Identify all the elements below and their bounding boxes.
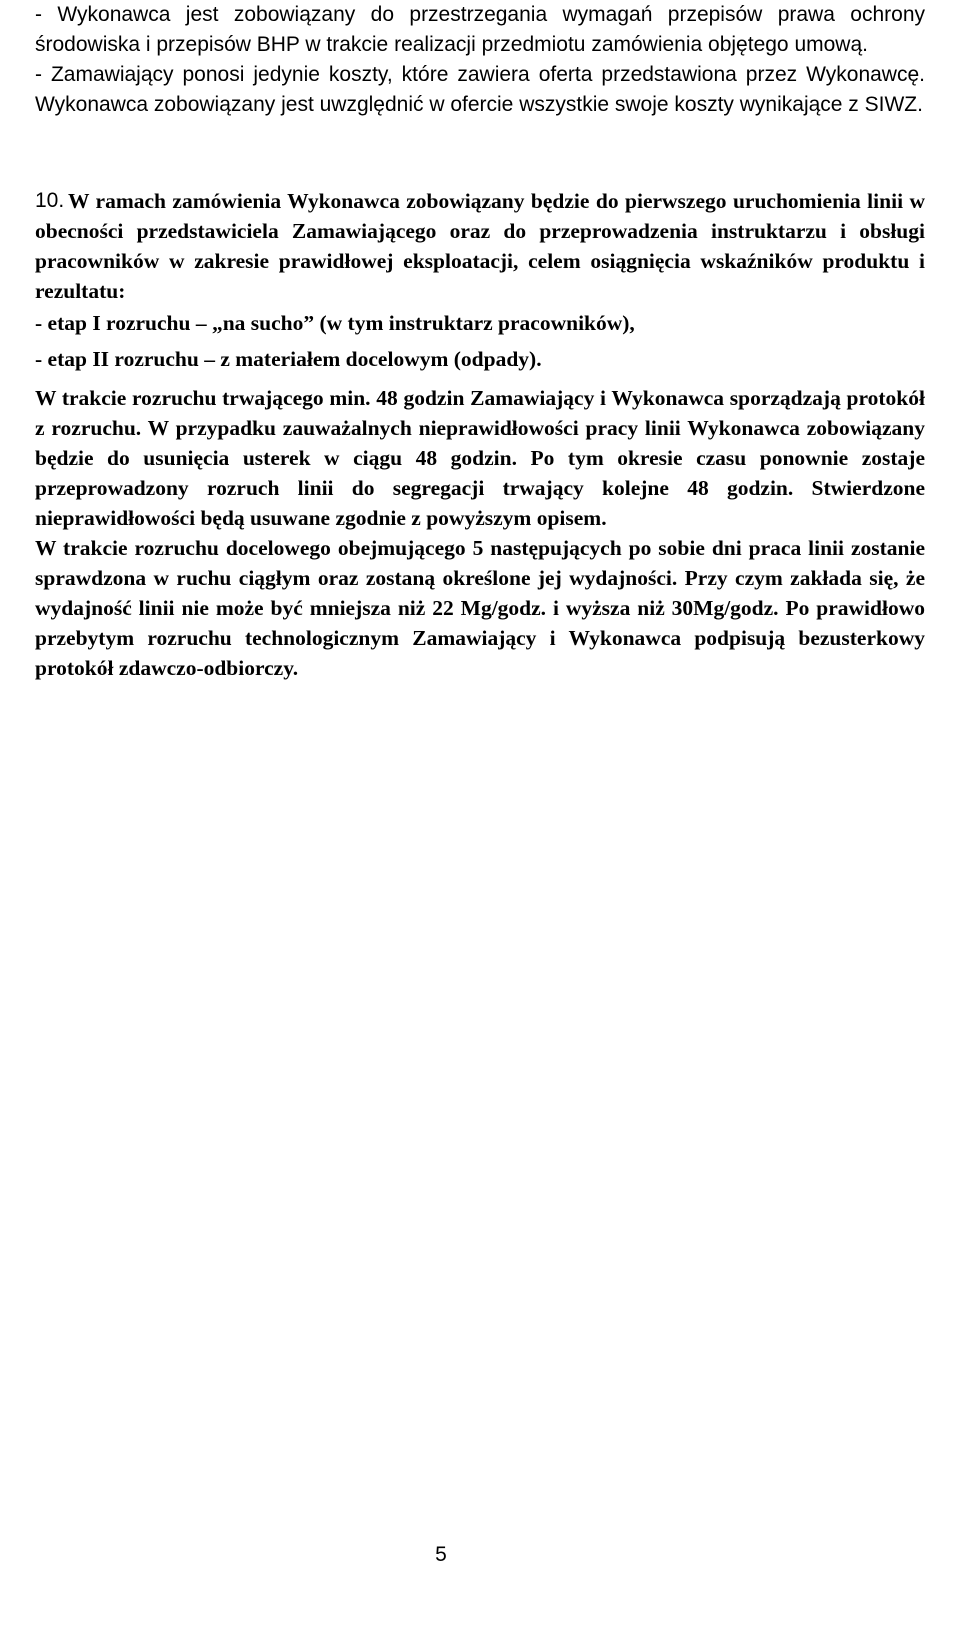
intro-paragraph-environment: - Wykonawca jest zobowiązany do przestrzegania wymagań przepisów prawa ochrony środowiska i przepisów BHP w trakcie realizacji przedmiotu zamówienia objętego umową. xyxy=(35,3,925,56)
list-item-number: 10. xyxy=(35,189,65,212)
intro-paragraph-costs: - Zamawiający ponosi jedynie koszty, które zawiera oferta przedstawiona przez Wykonawcę. Wykonawca zobowiązany jest uwzględnić w ofercie wszystkie swoje koszty wynikające z SIWZ. xyxy=(35,63,925,116)
list-item-10 xyxy=(35,186,925,683)
page-number: 5 xyxy=(435,1543,447,1566)
item-stage-dry-run: - etap I rozruchu – „na sucho” (w tym instruktarz pracowników), xyxy=(35,311,635,335)
item-paragraph-commissioning: W ramach zamówienia Wykonawca zobowiązany będzie do pierwszego uruchomienia linii w obecności przedstawiciela Zamawiającego oraz do przeprowadzenia instruktarzu i obsługi pracowników w zakresie prawidłowej eksploatacji, celem osiągnięcia wskaźników produktu i rezultatu: xyxy=(35,189,925,303)
intro-section xyxy=(35,0,925,120)
item-paragraph-target-startup: W trakcie rozruchu docelowego obejmującego 5 następujących po sobie dni praca linii zostanie sprawdzona w ruchu ciągłym oraz zostaną określone jej wydajności. Przy czym zakłada się, że wydajność linii nie może być mniejsza niż 22 Mg/godz. i wyższa niż 30Mg/godz. Po prawidłowo przebytym rozruchu technologicznym Zamawiający i Wykonawca podpisują bezusterkowy protokół zdawczo-odbiorczy. xyxy=(35,536,925,680)
item-stage-material-run: - etap II rozruchu – z materiałem docelowym (odpady). xyxy=(35,347,542,371)
item-paragraph-startup-protocol: W trakcie rozruchu trwającego min. 48 godzin Zamawiający i Wykonawca sporządzają protokół z rozruchu. W przypadku zauważalnych nieprawidłowości pracy linii Wykonawca zobowiązany będzie do usunięcia usterek w ciągu 48 godzin. Po tym okresie czasu ponownie zostaje przeprowadzony rozruch linii do segregacji trwający kolejne 48 godzin. Stwierdzone nieprawidłowości będą usuwane zgodnie z powyższym opisem. xyxy=(35,386,925,530)
